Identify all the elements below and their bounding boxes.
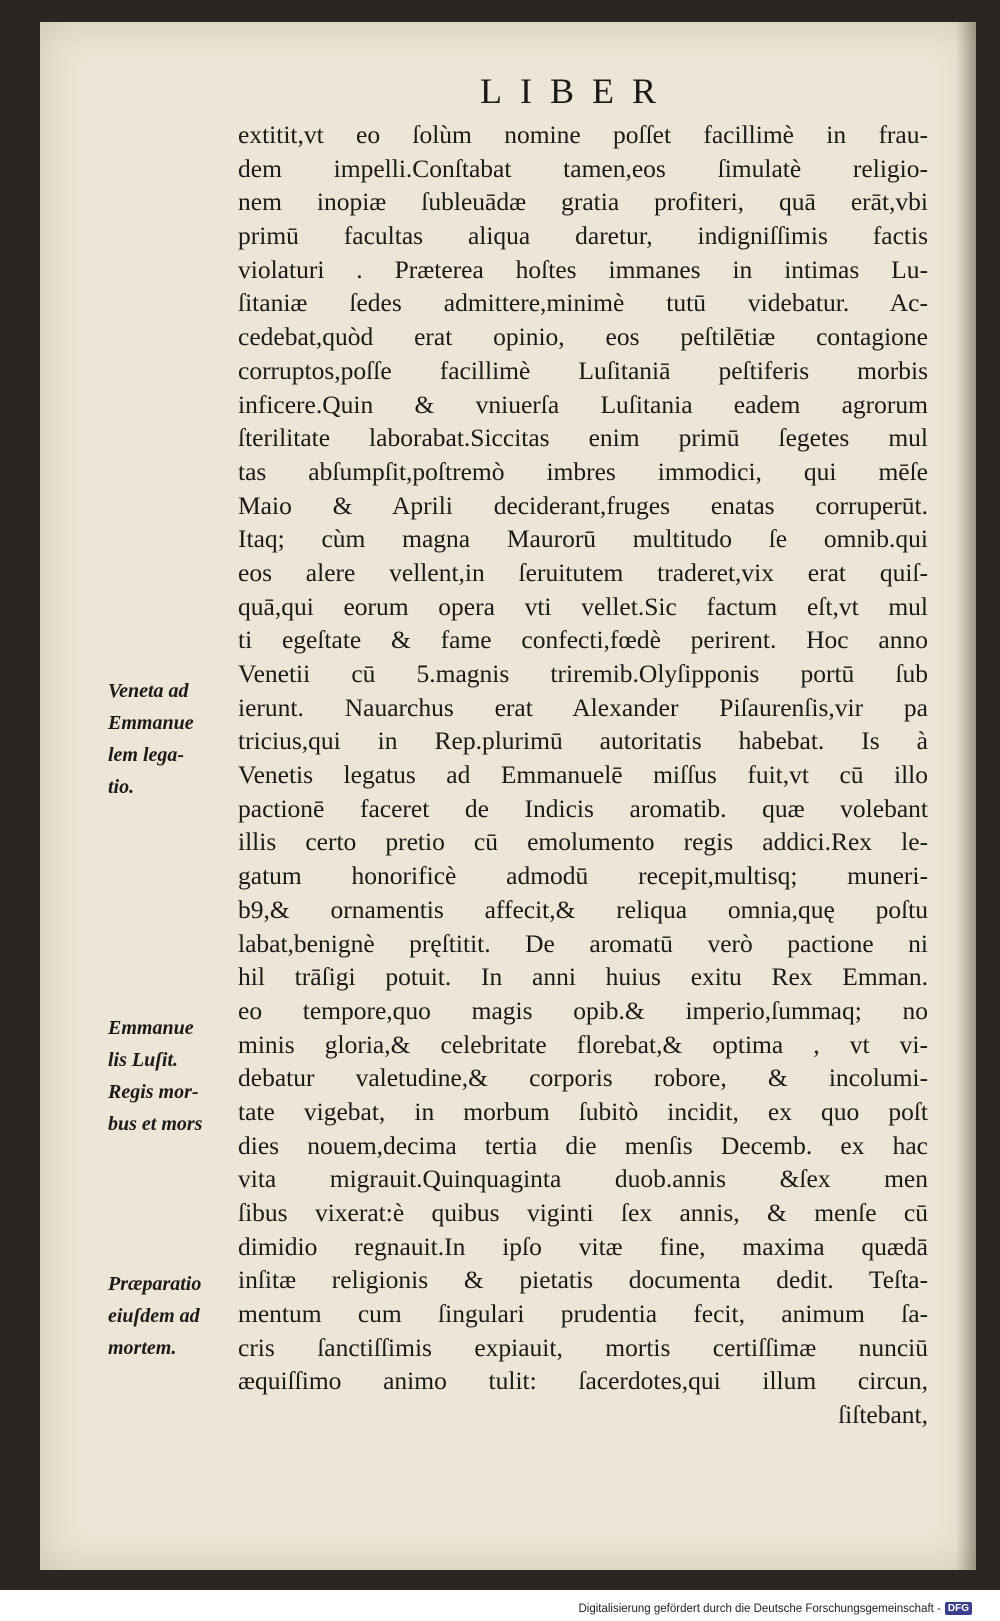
text-line: ti egeſtate & fame confecti,fœdè perirent. Hoc anno	[238, 625, 928, 655]
margin-note-line: bus et mors	[108, 1113, 203, 1135]
text-line: pactionē faceret de Indicis aromatib. quæ volebant	[238, 793, 928, 823]
margin-note-line: Præparatio	[108, 1273, 202, 1295]
text-line: ſibus vixerat:è quibus viginti ſex annis, & menſe cū	[238, 1198, 928, 1227]
text-line: violaturi . Præterea hoſtes immanes in intimas Lu-	[238, 254, 928, 284]
text-line: minis gloria,& celebritate florebat,& optima , vt vi-	[238, 1029, 928, 1059]
text-line: tas abſumpſit,poſtremò imbres immodici, qui mēſe	[238, 456, 928, 486]
margin-note-line: lem lega-	[108, 744, 185, 766]
text-line: b9,& ornamentis affecit,& reliqua omnia,quę poſtu	[238, 894, 928, 924]
text-line: mentum cum ſingulari prudentia fecit, animum ſa-	[238, 1299, 928, 1329]
text-line: quā,qui eorum opera vti vellet.Sic factum eſt,vt mul	[238, 591, 928, 621]
running-header: LIBER	[480, 71, 674, 111]
margin-note-emmanuel	[108, 1012, 236, 1140]
margin-note-line: Emmanue	[108, 712, 194, 734]
text-line: inſitæ religionis & pietatis documenta dedit. Teſta-	[238, 1265, 928, 1295]
text-line: gatum honorificè admodū recepit,multisq; muneri-	[238, 861, 928, 891]
margin-note-line: Veneta ad	[108, 680, 189, 702]
text-line: inficere.Quin & vniuerſa Luſitania eadem agrorum	[238, 389, 928, 419]
text-line: extitit,vt eo ſolùm nomine poſſet facillimè in frau-	[238, 120, 928, 149]
text-line: vita migrauit.Quinquaginta duob.annis &ſex men	[238, 1164, 928, 1194]
text-line: tate vigebat, in morbum ſubitò incidit, ex quo poſt	[238, 1096, 928, 1126]
text-line: ſiſtebant,	[838, 1400, 928, 1430]
margin-note-line: tio.	[108, 776, 135, 798]
text-line: illis certo pretio cū emolumento regis addici.Rex le-	[238, 827, 928, 857]
text-line: ſterilitate laborabat.Siccitas enim primū ſegetes mul	[238, 423, 928, 453]
text-line: Venetii cū 5.magnis triremib.Olyſipponis portū ſub	[238, 659, 928, 688]
text-line: Itaq; cùm magna Maurorū multitudo ſe omnib.qui	[238, 524, 928, 554]
footer-credit	[578, 1602, 972, 1615]
margin-note-line: lis Luſit.	[108, 1049, 179, 1071]
text-line: hil trāſigi potuit. In anni huius exitu Rex Emman.	[238, 962, 928, 992]
text-line: Venetis legatus ad Emmanuelē miſſus fuit,vt cū illo	[238, 760, 928, 790]
margin-note-praeparatio	[108, 1268, 236, 1364]
text-line: corruptos,poſſe facillimè Luſitaniā peſtiferis morbis	[238, 355, 928, 385]
margin-note-veneta	[108, 675, 236, 803]
footer-text: Digitalisierung gefördert durch die Deutsche Forschungsgemeinschaft -	[578, 1602, 941, 1615]
text-line: dimidio regnauit.In ipſo vitæ fine, maxima quædā	[238, 1231, 928, 1261]
text-line: eos alere vellent,in ſeruitutem traderet,vix erat quiſ-	[238, 557, 928, 587]
text-line: Maio & Aprili deciderant,fruges enatas corruperūt.	[238, 490, 928, 520]
text-line: ierunt. Nauarchus erat Alexander Piſaurenſis,vir pa	[238, 692, 928, 722]
margin-note-line: Emmanue	[108, 1017, 194, 1039]
text-line: dies nouem,decima tertia die menſis Decemb. ex hac	[238, 1130, 928, 1160]
margin-note-line: Regis mor-	[108, 1081, 199, 1103]
text-line: primū facultas aliqua daretur, indigniſſimis factis	[238, 221, 928, 251]
margin-note-line: mortem.	[108, 1337, 177, 1359]
text-line: cris ſanctiſſimis expiauit, mortis certiſſimæ nunciū	[238, 1332, 928, 1362]
text-line: tricius,qui in Rep.plurimū autoritatis habebat. Is à	[238, 726, 928, 756]
margin-note-line: eiuſdem ad	[108, 1305, 200, 1327]
text-line: ſitaniæ ſedes admittere,minimè tutū videbatur. Ac-	[238, 288, 928, 318]
text-line: dem impelli.Conſtabat tamen,eos ſimulatè religio-	[238, 153, 928, 183]
text-line: debatur valetudine,& corporis robore, & incolumi-	[238, 1063, 928, 1093]
text-line: cedebat,quòd erat opinio, eos peſtilētiæ contagione	[238, 322, 928, 352]
dfg-logo: DFG	[945, 1602, 972, 1615]
text-line: labat,benignè pręſtitit. De aromatū verò pactione ni	[238, 928, 928, 958]
text-line: æquiſſimo animo tulit: ſacerdotes,qui illum circun,	[238, 1366, 928, 1396]
page-gutter-shadow	[956, 22, 976, 1570]
text-line: eo tempore,quo magis opib.& imperio,ſummaq; no	[238, 995, 928, 1025]
main-text-block	[238, 118, 928, 1432]
text-line: nem inopiæ ſubleuādæ gratia profiteri, quā erāt,vbi	[238, 187, 928, 217]
